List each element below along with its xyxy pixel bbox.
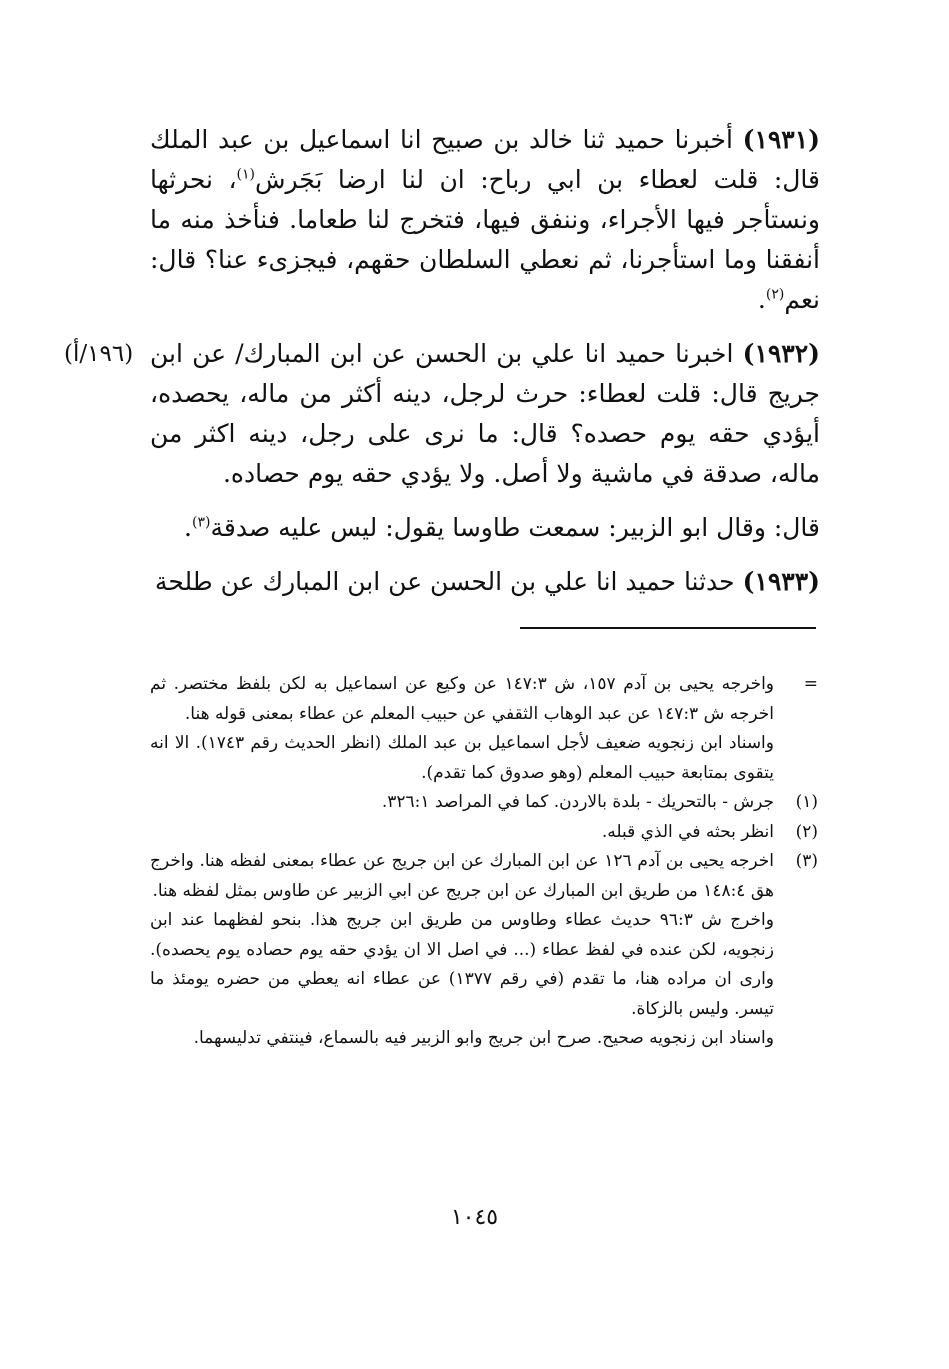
hadith-1931 (150, 120, 820, 320)
hadith-text: قال: وقال ابو الزبير: سمعت طاوسا يقول: ليس عليه صدقة (210, 513, 820, 542)
manuscript-folio-ref: (١٩٦/أ) (64, 341, 134, 367)
footnote-paragraph: واسناد ابن زنجويه ضعيف لأجل اسماعيل بن عبد الملك (انظر الحديث رقم ١٧٤٣). الا انه يتقوى بمتابعة حبيب المعلم (وهو صدوق كما تقدم). (150, 733, 774, 783)
hadith-end: . (184, 513, 192, 542)
page-number: ١٠٤٥ (450, 1205, 499, 1230)
footnote-1 (150, 788, 818, 818)
main-text (64, 120, 820, 616)
hadith-1932-continuation (150, 508, 820, 548)
hadith-number: (١٩٣٣) (742, 567, 820, 596)
footnote-paragraph: اخرجه يحيى بن آدم ١٢٦ عن ابن المبارك عن ابن جريج عن عطاء بمعنى لفظه هنا. واخرج هق ١٤٨:٤ من طريق ابن المبارك عن ابن جريج عن ابي الزبير عن طاوس بمثل لفظه هنا. (150, 851, 774, 901)
footnote-paragraph: واخرجه يحيى بن آدم ١٥٧، ش ١٤٧:٣ عن وكيع عن اسماعيل به لكن بلفظ مختصر. ثم اخرجه ش ١٤٧:٣ عن عبد الوهاب الثقفي عن حبيب المعلم عن عطاء بمعنى قوله هنا. (150, 674, 775, 724)
footnote-mark: (١) (795, 792, 818, 812)
hadith-text: أخبرنا حميد ثنا خالد بن صبيح انا اسماعيل بن عبد الملك قال: قلت لعطاء بن ابي رباح: ان لنا ارضا بَجَرش (150, 125, 820, 194)
hadith-number: (١٩٣٢) (742, 339, 820, 368)
footnote-ref: (٢) (765, 286, 785, 303)
footnote-paragraph: واسناد ابن زنجويه صحيح. صرح ابن جريج وابو الزبير فيه بالسماع، فينتفي تدليسهما. (193, 1028, 774, 1048)
footnote-paragraph: جرش - بالتحريك - بلدة بالاردن. كما في المراصد ٣٢٦:١. (381, 792, 774, 812)
footnotes (150, 670, 818, 1054)
footnote-mark: = (803, 674, 818, 694)
hadith-number: (١٩٣١) (742, 125, 820, 154)
footnote-paragraph: انظر بحثه في الذي قبله. (601, 821, 774, 842)
footnote-continued (150, 670, 818, 788)
footnote-3 (150, 847, 818, 1054)
hadith-1933 (150, 562, 820, 602)
footnote-mark: (٣) (795, 851, 818, 871)
hadith-text: اخبرنا حميد انا علي بن الحسن عن ابن المبارك/ عن ابن جريج قال: قلت لعطاء: حرث لرجل، دينه أكثر من ماله، يحصده، أيؤدي حقه يوم حصده؟ قال: ما نرى على رجل، دينه اكثر من ماله، صدقة في ماشية ولا أصل. ولا يؤدي حقه يوم حصاده. (150, 339, 820, 488)
hadith-text: ، نحرثها ونستأجر فيها الأجراء، وننفق فيها، فتخرج لنا طعاما. فنأخذ منه ما أنفقنا وما استأجرنا، ثم نعطي السلطان حقهم، فيجزىء عنا؟ قال: نعم (150, 165, 820, 314)
footnote-mark: (٢) (795, 821, 818, 842)
footnote-ref: (١) (236, 166, 255, 183)
footnote-2 (150, 818, 818, 848)
footnote-ref: (٣) (192, 514, 211, 531)
hadith-text: حدثنا حميد انا علي بن الحسن عن ابن المبارك عن طلحة (154, 567, 743, 596)
hadith-end: . (757, 285, 766, 314)
footnote-separator (520, 627, 816, 629)
footnote-paragraph: واخرج ش ٩٦:٣ حديث عطاء وطاوس من طريق ابن جريج هذا. بنحو لفظهما عند ابن زنجويه، لكن عنده في لفظ عطاء (... في اصل الا ان يؤدي حقه يوم حصاده يوم يحصده). وارى ان مراده هنا، ما تقدم (في رقم ١٣٧٧) عن عطاء انه يعطي من حضره يومئذ ما تيسر. وليس بالزكاة. (150, 910, 775, 1019)
hadith-1932 (64, 334, 820, 494)
